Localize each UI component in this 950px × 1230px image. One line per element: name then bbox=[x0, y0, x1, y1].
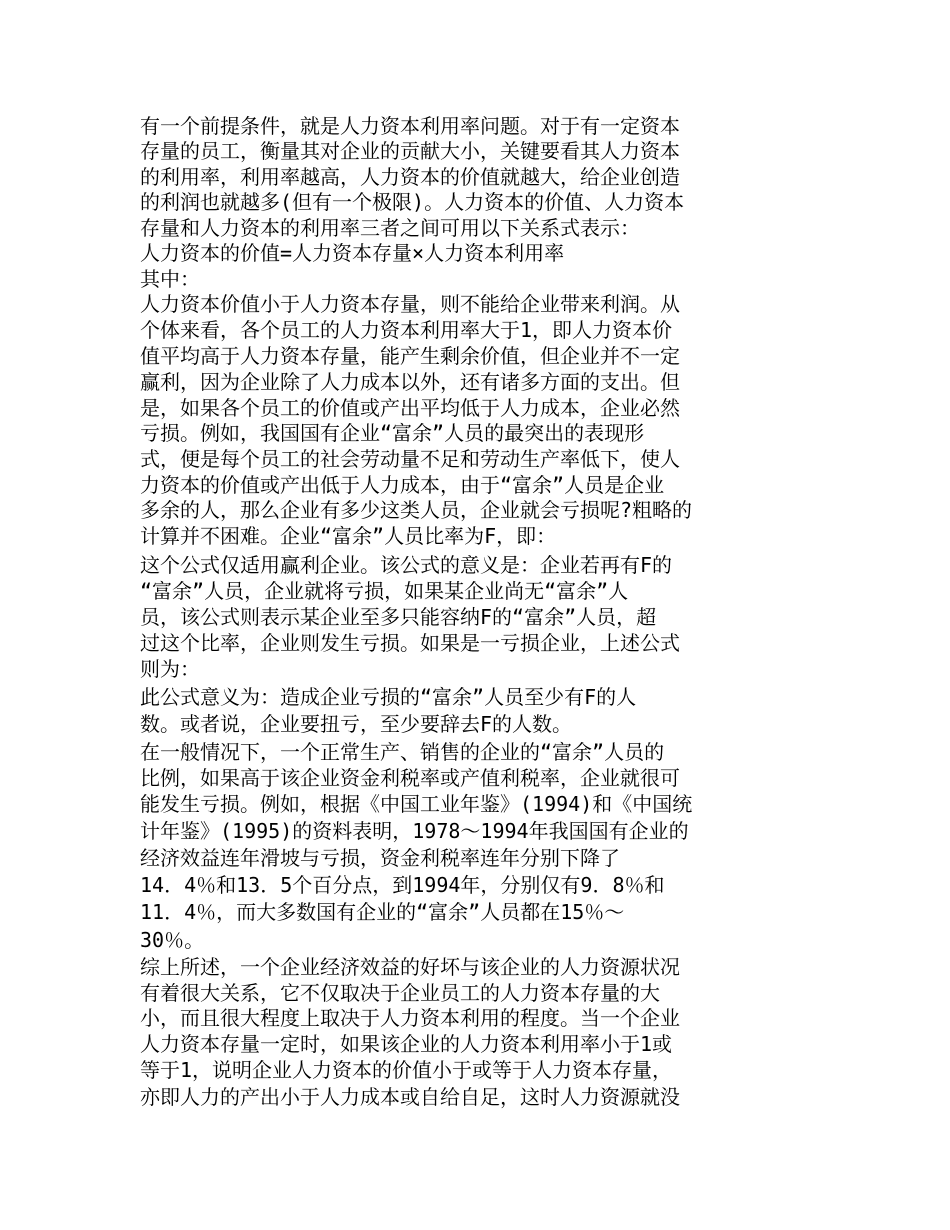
text-line-36: 人力资本存量一定时，如果该企业的人力资本利用率小于1或 bbox=[140, 1032, 673, 1056]
text-line-21: 过这个比率，企业则发生亏损。如果是一亏损企业，上述公式 bbox=[140, 631, 680, 655]
text-line-25: 在一般情况下，一个正常生产、销售的企业的“富余”人员的 bbox=[140, 740, 665, 764]
text-line-2: 存量的员工，衡量其对企业的贡献大小，关键要看其人力资本 bbox=[140, 139, 680, 163]
text-line-5: 存量和人力资本的利用率三者之间可用以下关系式表示： bbox=[140, 216, 640, 240]
text-line-35: 小，而且很大程度上取决于人力资本利用的程度。当一个企业 bbox=[140, 1006, 680, 1030]
text-line-16: 多余的人，那么企业有多少这类人员，企业就会亏损呢?粗略的 bbox=[140, 498, 693, 522]
text-line-23: 此公式意义为：造成企业亏损的“富余”人员至少有F的人 bbox=[140, 685, 637, 709]
text-line-29: 经济效益连年滑坡与亏损，资金利税率连年分别下降了 bbox=[140, 846, 620, 870]
text-line-37: 等于1，说明企业人力资本的价值小于或等于人力资本存量， bbox=[140, 1058, 673, 1082]
text-line-24: 数。或者说，企业要扭亏，至少要辞去F的人数。 bbox=[140, 712, 573, 736]
text-line-28: 计年鉴》(1995)的资料表明，1978～1994年我国国有企业的 bbox=[140, 819, 689, 843]
text-line-10: 值平均高于人力资本存量，能产生剩余价值，但企业并不一定 bbox=[140, 344, 680, 368]
text-line-4: 的利润也就越多(但有一个极限)。人力资本的价值、人力资本 bbox=[140, 190, 685, 214]
text-line-26: 比例，如果高于该企业资金利税率或产值利税率，企业就很可 bbox=[140, 766, 680, 790]
text-line-15: 力资本的价值或产出低于人力成本，由于“富余”人员是企业 bbox=[140, 473, 665, 497]
text-line-33: 综上所述，一个企业经济效益的好坏与该企业的人力资源状况 bbox=[140, 955, 680, 979]
text-line-32: 30％。 bbox=[140, 928, 205, 952]
text-line-38: 亦即人力的产出小于人力成本或自给自足，这时人力资源就没 bbox=[140, 1085, 680, 1109]
text-line-17: 计算并不困难。企业“富余”人员比率为F，即： bbox=[140, 524, 557, 548]
text-line-1: 有一个前提条件，就是人力资本利用率问题。对于有一定资本 bbox=[140, 114, 680, 138]
text-line-18: 这个公式仅适用赢利企业。该公式的意义是：企业若再有F的 bbox=[140, 553, 673, 577]
text-line-31: 11．4％，而大多数国有企业的“富余”人员都在15％～ bbox=[140, 900, 625, 924]
text-line-27: 能发生亏损。例如，根据《中国工业年鉴》(1994)和《中国统 bbox=[140, 792, 693, 816]
text-line-9: 个体来看，各个员工的人力资本利用率大于1，即人力资本价 bbox=[140, 318, 673, 342]
text-line-13: 亏损。例如，我国国有企业“富余”人员的最突出的表现形 bbox=[140, 421, 645, 445]
text-line-6: 人力资本的价值=人力资本存量×人力资本利用率 bbox=[140, 241, 565, 265]
text-line-7: 其中： bbox=[140, 267, 200, 291]
text-line-20: 员，该公式则表示某企业至多只能容纳F的“富余”人员，超 bbox=[140, 605, 657, 629]
text-line-11: 赢利，因为企业除了人力成本以外，还有诸多方面的支出。但 bbox=[140, 370, 680, 394]
text-line-8: 人力资本价值小于人力资本存量，则不能给企业带来利润。从 bbox=[140, 292, 680, 316]
text-line-3: 的利用率，利用率越高，人力资本的价值就越大，给企业创造 bbox=[140, 165, 680, 189]
text-line-19: “富余”人员，企业就将亏损，如果某企业尚无“富余”人 bbox=[140, 579, 629, 603]
text-line-14: 式，便是每个员工的社会劳动量不足和劳动生产率低下，使人 bbox=[140, 447, 680, 471]
text-line-30: 14．4％和13．5个百分点，到1994年，分别仅有9．8％和 bbox=[140, 873, 665, 897]
text-line-22: 则为： bbox=[140, 657, 200, 681]
text-line-34: 有着很大关系，它不仅取决于企业员工的人力资本存量的大 bbox=[140, 981, 660, 1005]
text-line-12: 是，如果各个员工的价值或产出平均低于人力成本，企业必然 bbox=[140, 396, 680, 420]
